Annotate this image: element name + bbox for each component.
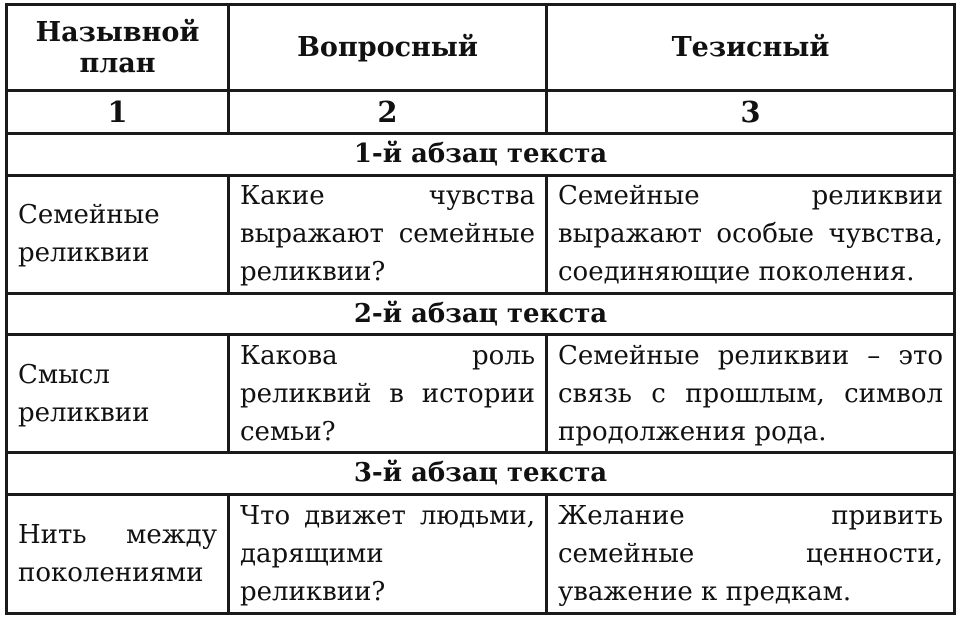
column-number-1: 1 <box>7 91 229 134</box>
table-row <box>7 494 955 613</box>
column-number-2: 2 <box>229 91 547 134</box>
header-question-plan: Вопросный <box>229 5 547 91</box>
question-plan-cell-2: Какова роль реликвий в истории семьи? <box>229 335 547 453</box>
question-plan-cell-1: Какие чувства выражают семейные реликвии? <box>229 175 547 293</box>
named-plan-cell-3: Нить между поколениями <box>7 494 229 613</box>
named-plan-cell-1: Семейные реликвии <box>7 175 229 293</box>
named-plan-cell-2: Смысл реликвии <box>7 335 229 453</box>
thesis-plan-cell-3: Желание привить семейные ценности, уважение к предкам. <box>547 494 955 613</box>
header-row <box>7 5 955 91</box>
table-row <box>7 175 955 293</box>
question-plan-cell-3: Что движет людьми, дарящими реликвии? <box>229 494 547 613</box>
section-title-1: 1-й абзац текста <box>7 134 955 175</box>
section-title-2: 2-й абзац текста <box>7 293 955 334</box>
table-row <box>7 335 955 453</box>
section-title-row <box>7 293 955 334</box>
section-title-row <box>7 134 955 175</box>
header-thesis-plan: Тезисный <box>547 5 955 91</box>
column-number-3: 3 <box>547 91 955 134</box>
section-title-3: 3-й абзац текста <box>7 453 955 494</box>
header-named-plan: Назывной план <box>7 5 229 91</box>
section-title-row <box>7 453 955 494</box>
thesis-plan-cell-2: Семейные реликвии – это связь с прошлым, символ продолжения рода. <box>547 335 955 453</box>
column-number-row <box>7 91 955 134</box>
plan-table <box>5 3 956 615</box>
thesis-plan-cell-1: Семейные реликвии выражают особые чувства, соединяющие поколения. <box>547 175 955 293</box>
